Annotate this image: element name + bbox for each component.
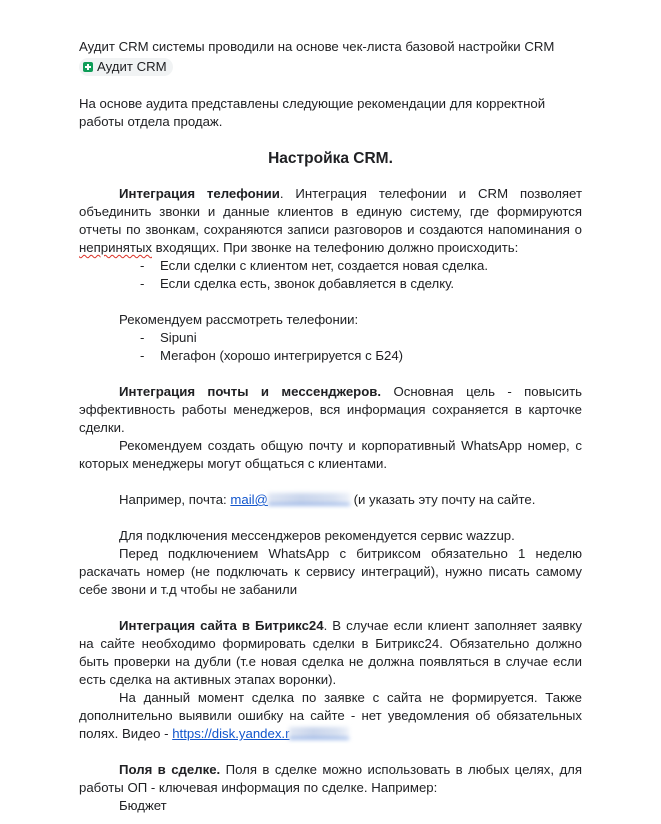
list-item: - Sipuni	[160, 329, 582, 347]
wazzup-line: Для подключения мессенджеров рекомендуется сервис wazzup.	[119, 528, 515, 543]
intro-recommendations-line2: работы отдела продаж.	[79, 114, 223, 129]
document-page	[79, 34, 582, 815]
mail-link[interactable]: mail@	[230, 492, 268, 507]
mail-heading: Интеграция почты и мессенджеров.	[119, 384, 382, 399]
redacted-email	[268, 493, 350, 505]
spreadsheet-icon	[83, 62, 93, 72]
fields-item-budget: Бюджет	[119, 798, 167, 813]
telephony-options-list	[79, 329, 582, 365]
video-link[interactable]: https://disk.yandex.r	[172, 726, 290, 741]
mail-paragraph: Интеграция почты и мессенджеров. Основная цель - повысить эффективность работы менеджеров, вся информация сохраняется в карточке сделки. Рекомендуем создать общую почту и корпоративный WhatsApp номер, с которых менеджеры могут общаться с клиентами.	[79, 384, 582, 471]
telephony-paragraph: Интеграция телефонии. Интеграция телефонии и CRM позволяет объединить звонки и данные клиентов в единую систему, где формируются отчеты по звонкам, сохраняются записи разговоров и создаются напоминания о непринятых входящих. При звонке на телефонию должно происходить:	[79, 186, 582, 255]
telephony-heading: Интеграция телефонии	[119, 186, 280, 201]
site-heading: Интеграция сайта в Битрикс24	[119, 618, 324, 633]
telephony-recommend: Рекомендуем рассмотреть телефонии:	[119, 312, 359, 327]
section-title: Настройка CRM.	[268, 150, 393, 167]
redacted-link	[289, 727, 349, 739]
audit-chip-label: Аудит CRM	[97, 59, 167, 74]
intro-line: Аудит CRM системы проводили на основе чек-листа базовой настройки CRM	[79, 39, 555, 54]
site-paragraph: Интеграция сайта в Битрикс24. В случае если клиент заполняет заявку на сайте необходимо формировать сделки в Битрикс24. Обязательно должно быть проверки на дубли (т.е новая сделка не должна появляться в случае если есть сделка на активных этапах воронки). На данный момент сделка по заявке с сайта не формируется. Также дополнительно выявили ошибку на сайте - нет уведомления об обязательных полях. Видео - https://disk.yandex.r	[79, 618, 582, 741]
audit-chip[interactable]	[79, 56, 582, 76]
spellcheck-word[interactable]: непринятых	[79, 240, 152, 255]
mail-example: Например, почта: mail@ (и указать эту почту на сайте.	[119, 492, 536, 507]
whatsapp-paragraph: Перед подключением WhatsApp с битриксом обязательно 1 неделю раскачать номер (не подключать к сервису интеграций), нужно писать самому себе звони и т.д чтобы не забанили	[79, 546, 582, 597]
fields-heading: Поля в сделке.	[119, 762, 221, 777]
intro-recommendations-line1: На основе аудита представлены следующие рекомендации для корректной	[79, 96, 546, 111]
telephony-bullet-list	[79, 257, 582, 293]
list-item: - Если сделки с клиентом нет, создается новая сделка.	[160, 257, 582, 275]
list-item: - Если сделка есть, звонок добавляется в сделку.	[160, 275, 582, 293]
fields-paragraph: Поля в сделке. Поля в сделке можно использовать в любых целях, для работы ОП - ключевая информация по сделке. Например: Бюджет	[79, 762, 583, 813]
list-item: - Мегафон (хорошо интегрируется с Б24)	[160, 347, 582, 365]
